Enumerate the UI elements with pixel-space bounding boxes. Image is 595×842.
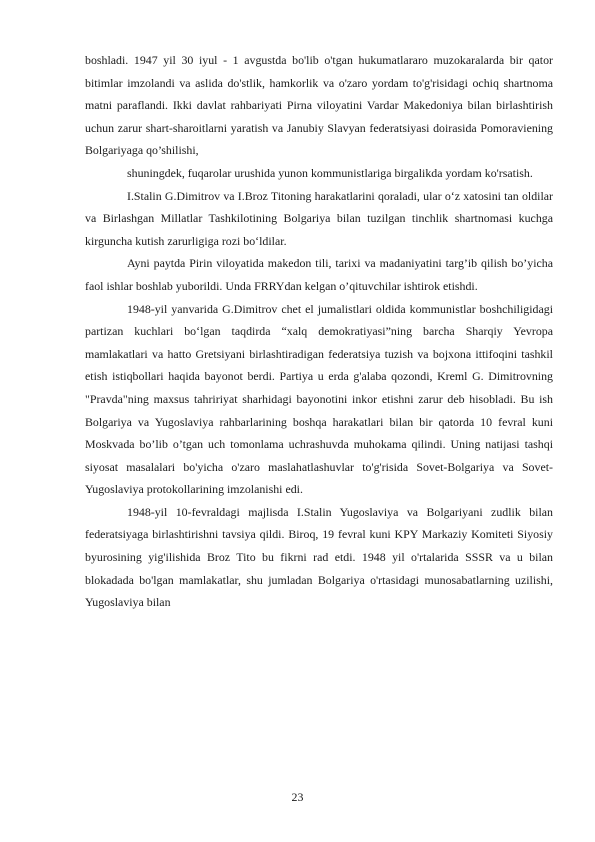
paragraph: I.Stalin G.Dimitrov va I.Broz Titoning harakatlarini qoraladi, ular o‘z xatosini tan oldilar va Birlashgan Millatlar Tashkilotining Bolgariya bilan tuzilgan tinchlik shartnomasi kuchga kirguncha kutish zarurligiga rozi bo‘ldilar. (85, 188, 553, 248)
paragraph: shuningdek, fuqarolar urushida yunon kommunistlariga birgalikda yordam ko'rsatish. (127, 165, 533, 180)
paragraph: 1948-yil 10-fevraldagi majlisda I.Stalin Yugoslaviya va Bolgariyani zudlik bilan federatsiyaga birlashtirishni tavsiya qildi. Biroq, 19 fevral kuni KPY Markaziy Komiteti Siyosiy byurosining yig'ilishida Broz Tito bu fikrni rad etdi. 1948 yil o'rtalarida SSSR va u bilan blokadada bo'lgan mamlakatlar, shu jumladan Bolgariya o'rtasidagi munosabatlarning uzilishi, Yugoslaviya bilan (85, 504, 553, 610)
page-number: 23 (291, 790, 304, 804)
paragraph-continuation: boshladi. 1947 yil 30 iyul - 1 avgustda bo'lib o'tgan hukumatlararo muzokaralarda bir qator bitimlar imzolandi va aslida do'stlik, hamkorlik va o'zaro yordam to'g'risidagi ochiq shartnoma matni paraflandi. Ikki davlat rahbariyati Pirna viloyatini Vardar Makedoniya bilan birlashtirish uchun zarur shart-sharoitlarni yaratish va Janubiy Slavyan federatsiyasi doirasida Pomoraviening Bolgariyaga qo’shilishi, (85, 53, 553, 158)
paragraph: 1948-yil yanvarida G.Dimitrov chet el jumalistlari oldida kommunistlar boshchiligidagi partizan kuchlari bo‘lgan taqdirda “xalq demokratiyasi”ning barcha Sharqiy Yevropa mamlakatlari va hatto Gretsiyani birlashtiradigan federatsiya tuzish va bojxona ittifoqini tashkil etish istiqbollari haqida bayonot berdi. Partiya u erda g'alaba qozondi, Kreml G. Dimitrovning "Pravda"ning maxsus tahririyat sharhidagi bayonotini inkor etishni zarur deb hisobladi. Bu ish Bolgariya va Yugoslaviya rahbarlarining boshqa harakatlari bilan bir qatorda 10 fevral kuni Moskvada bo’lib o’tgan uch tomonlama uchrashuvda muhokama qilindi. Uning natijasi tashqi siyosat masalalari bo'yicha o'zaro maslahatlashuvlar to'g'risida Sovet-Bolgariya va Sovet-Yugoslaviya protokollarining imzolanishi edi. (85, 301, 553, 497)
document-body (85, 49, 553, 614)
paragraph: Ayni paytda Pirin viloyatida makedon tili, tarixi va madaniyatini targ’ib qilish bo’yicha faol ishlar boshlab yuborildi. Unda FRRYdan kelgan o’qituvchilar ishtirok etishdi. (85, 256, 553, 293)
